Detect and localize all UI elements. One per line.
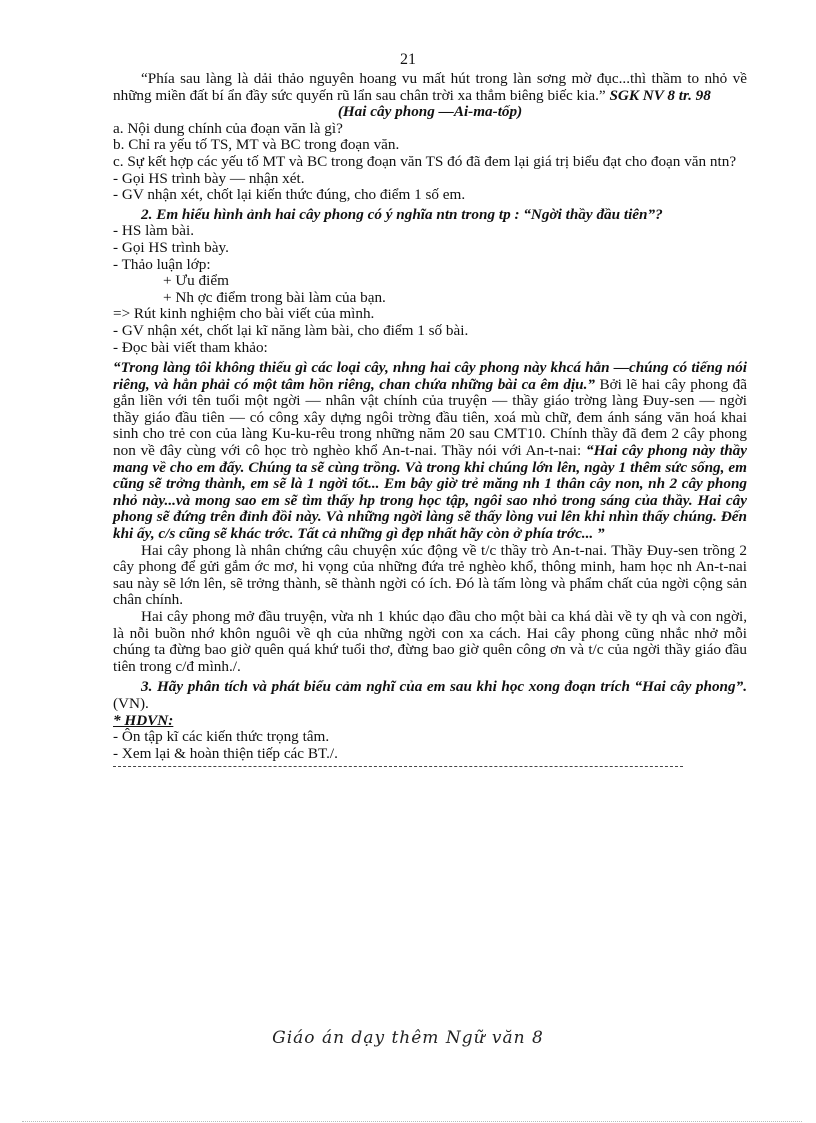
quote-title: (Hai cây phong —Ai-ma-tốp) (337, 103, 523, 121)
task-2-after: - Đọc bài viết tham khảo: (113, 338, 268, 356)
task-2-step: - HS làm bài. (113, 222, 194, 240)
essay-quote-2: “Hai cây phong này thầy mang về cho em đấy. Chúng ta sẽ cùng trồng. Và trong khi chúng lớn lên, ngày 1 thêm sức sống, em cũng sẽ trởng thành, em sẽ là 1 ngời tốt... Em bây giờ trẻ măng nh 1 thân cây non, nh 2 cây phong nhỏ này...và mong sao em sẽ tìm thấy hp trong học tập, ngôi sao nhỏ trong sáng của thầy. Hai cây phong sẽ đứng trên đỉnh đồi này. Và những ngời làng sẽ thấy lòng vui lên khi nhìn thấy chúng. Đến khi ấy, c/s cũng sẽ khác trớc. Tất cả những gì đẹp nhất hãy còn ở phía trớc... ” (113, 442, 747, 543)
page-footer: Giáo án dạy thêm Ngữ văn 8 (272, 1028, 544, 1048)
step-teacher: - GV nhận xét, chốt lại kiến thức đúng, cho điểm 1 số em. (113, 186, 466, 204)
essay-paragraph-2: Hai cây phong là nhân chứng câu chuyện xúc động về t/c thầy trò An-t-nai. Thầy Đuy-sen trồng 2 cây phong để gửi gắm ớc mơ, hi vọng của những đứa trẻ nghèo khổ, thông minh, ham học nh An-t-nai sau này sẽ lớn lên, sẽ trởng thành, sẽ thành ngời có ích. Đó là tấm lòng và phẩm chất của ngời cộng sản chân chính. (113, 541, 747, 609)
quote-paragraph (113, 71, 747, 104)
task-2-steps (113, 223, 747, 356)
essay-paragraph-1 (113, 360, 747, 543)
task-3-text: 3. Hãy phân tích và phát biểu cảm nghĩ của em sau khi học xong đoạn trích “Hai cây phong”. (141, 678, 747, 696)
step-present: - Gọi HS trình bày — nhận xét. (113, 169, 305, 187)
task-2-step: - Thảo luận lớp: (113, 255, 211, 273)
task-2-after: => Rút kinh nghiệm cho bài viết của mình. (113, 305, 375, 323)
task-2-after: - GV nhận xét, chốt lại kĩ năng làm bài, cho điểm 1 số bài. (113, 321, 469, 339)
quote-text: “Phía sau làng là dải thảo nguyên hoang vu mất hút trong làn sơng mờ đục...thì thầm to nhỏ về những miền đất bí ẩn đầy sức quyến rũ lẩn sau chân trời xa thẳm biêng biếc kia.” (113, 70, 747, 104)
hdvn-label: * HDVN: (113, 711, 174, 729)
task-2-substep: + Nh ợc điểm trong bài làm của bạn. (163, 288, 386, 306)
page-edge-divider (22, 1121, 802, 1122)
task-2-substep: + Ưu điểm (163, 272, 229, 290)
quote-source: SGK NV 8 tr. 98 (609, 86, 711, 104)
essay-quote-1: “Trong làng tôi không thiếu gì các loại cây, nhng hai cây phong này khcá hẳn —chúng có tiếng nói riêng, và hẳn phải có một tâm hồn riêng, chan chứa những bài ca êm dịu.” (113, 359, 747, 393)
hdvn-item: - Ôn tập kĩ các kiến thức trọng tâm. (113, 728, 330, 746)
divider (113, 764, 683, 767)
task-3-heading (113, 679, 747, 712)
essay-text-1: Bởi lẽ hai cây phong đã gắn liền với tên tuổi một ngời — nhân vật chính của truyện — thầy giáo trờng làng Đuy-sen — ngời thầy giáo đầu tiên — có công xây dựng ngôi trờng đầu tiên, xoá mù chữ, đem ánh sáng văn hoá khai sinh cho trẻ con của làng Ku-ku-rêu trong những năm 20 sau CMT10. Chính thầy đã đem 2 cây phong non về đây cùng với cô học trò nghèo khổ An-t-nai. Thầy nói với An-t-nai: (113, 375, 747, 460)
question-c: c. Sự kết hợp các yếu tố MT và BC trong đoạn văn TS đó đã đem lại giá trị biểu đạt cho đoạn văn ntn? (113, 152, 737, 170)
page-content (113, 71, 747, 767)
page-number: 21 (400, 51, 416, 68)
task-2-heading: 2. Em hiểu hình ảnh hai cây phong có ý nghĩa ntn trong tp : “Ngời thầy đầu tiên”? (141, 205, 663, 223)
essay-paragraph-3: Hai cây phong mở đầu truyện, vừa nh 1 khúc dạo đầu cho một bài ca khá dài về ty qh và con ngời, là nỗi buồn nhớ khôn nguôi về qh của những ngời con xa cách. Hai cây phong cũng nhắc nhở mỗi chúng ta đừng bao giờ quên quá khứ tuổi thơ, đừng bao giờ quên công ơn và t/c của ngời thầy giáo đầu tiên trong c/đ mình./. (113, 608, 747, 675)
question-a: a. Nội dung chính của đoạn văn là gì? (113, 119, 343, 137)
task-3-suffix: (VN). (113, 694, 149, 712)
questions-list-1 (113, 121, 747, 204)
hdvn-item: - Xem lại & hoàn thiện tiếp các BT./. (113, 744, 338, 762)
task-2-step: - Gọi HS trình bày. (113, 238, 229, 256)
question-b: b. Chỉ ra yếu tố TS, MT và BC trong đoạn văn. (113, 136, 400, 154)
